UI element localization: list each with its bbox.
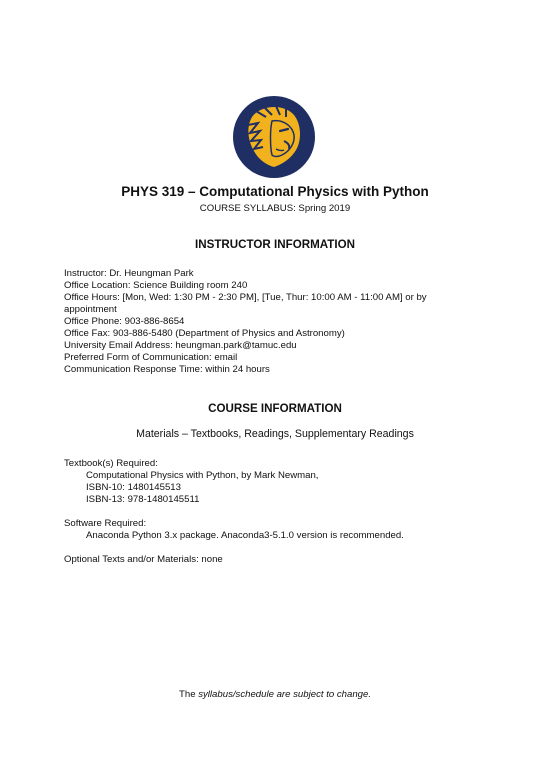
instructor-line: Office Phone: 903-886-8654 [64,316,185,327]
instructor-line: Office Fax: 903-886-5480 (Department of Physics and Astronomy) [64,328,345,339]
instructor-line: appointment [64,304,117,315]
footer-note [0,689,550,700]
software-section [64,518,494,542]
textbook-label: Textbook(s) Required: [64,458,158,469]
textbook-line: ISBN-13: 978-1480145511 [86,494,200,505]
instructor-info [64,268,494,376]
instructor-line: Preferred Form of Communication: email [64,352,238,363]
lion-head-icon [232,95,316,179]
instructor-line: Communication Response Time: within 24 hours [64,364,270,375]
optional-line: Optional Texts and/or Materials: none [64,554,223,565]
materials-heading: Materials – Textbooks, Readings, Supplementary Readings [136,428,414,440]
instructor-line: University Email Address: heungman.park@tamuc.edu [64,340,297,351]
footer-italic: syllabus/schedule are subject to change. [198,689,371,700]
instructor-line: Office Location: Science Building room 240 [64,280,248,291]
course-heading: COURSE INFORMATION [208,402,342,415]
footer-prefix: The [179,689,199,700]
textbook-section [64,458,494,506]
software-label: Software Required: [64,518,147,529]
page-title: PHYS 319 – Computational Physics with Python [121,184,429,199]
instructor-heading: INSTRUCTOR INFORMATION [195,238,355,251]
textbook-line: Computational Physics with Python, by Mark Newman, [86,470,319,481]
textbook-line: ISBN-10: 1480145513 [86,482,181,493]
software-line: Anaconda Python 3.x package. Anaconda3-5.1.0 version is recommended. [86,530,404,541]
optional-materials [64,554,494,566]
page-subtitle: COURSE SYLLABUS: Spring 2019 [199,203,351,214]
instructor-line: Instructor: Dr. Heungman Park [64,268,194,279]
instructor-line: Office Hours: [Mon, Wed: 1:30 PM - 2:30 PM], [Tue, Thur: 10:00 AM - 11:00 AM] or by [64,292,427,303]
